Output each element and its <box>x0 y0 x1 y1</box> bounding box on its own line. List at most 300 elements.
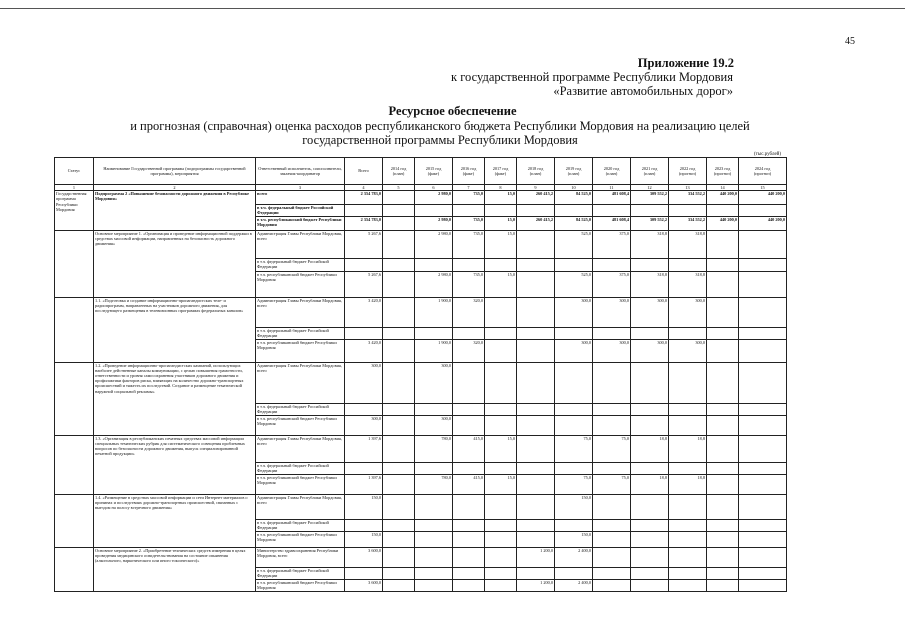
value-cell <box>631 403 669 415</box>
measure-name-cell: 1.4. «Размещение в средствах массовой информации и сети Интернет материалов о причинах и последствиях дорожно-транспортных происшествий, связанных с выездом на полосу встречного движения» <box>94 494 256 547</box>
value-cell: 318,8 <box>669 230 707 258</box>
value-cell: 300,0 <box>555 297 593 327</box>
value-cell: 318,8 <box>669 271 707 297</box>
value-cell <box>707 327 739 339</box>
value-cell <box>669 403 707 415</box>
value-cell: 15,0 <box>485 216 517 230</box>
value-cell: 440 200,0 <box>707 216 739 230</box>
value-cell <box>517 474 555 494</box>
value-cell <box>707 258 739 271</box>
value-cell <box>485 567 517 579</box>
header-executor: Ответственный исполнитель, соисполнители, заказчик-координатор <box>256 158 345 185</box>
column-number: 12 <box>631 185 669 191</box>
value-cell: 15,0 <box>485 230 517 258</box>
value-cell <box>739 271 787 297</box>
value-cell <box>707 531 739 547</box>
value-cell <box>345 258 383 271</box>
column-number: 6 <box>415 185 453 191</box>
value-cell: 300,0 <box>415 415 453 435</box>
value-cell <box>739 415 787 435</box>
value-cell: 440 200,0 <box>739 191 787 205</box>
value-cell <box>669 547 707 567</box>
value-cell: 300,0 <box>593 297 631 327</box>
value-cell: 780,0 <box>415 435 453 462</box>
value-cell <box>669 415 707 435</box>
value-cell <box>739 339 787 362</box>
executor-cell: в т.ч. федеральный бюджет Российской Федерации <box>256 205 345 216</box>
value-cell <box>631 579 669 591</box>
column-number: 4 <box>345 185 383 191</box>
value-cell: 260 415,2 <box>517 191 555 205</box>
document-title: Ресурсное обеспечение <box>388 104 517 118</box>
value-cell <box>555 403 593 415</box>
value-cell <box>593 547 631 567</box>
column-number: 13 <box>669 185 707 191</box>
value-cell <box>631 531 669 547</box>
value-cell: 415,0 <box>453 435 485 462</box>
value-cell <box>485 519 517 531</box>
value-cell <box>345 403 383 415</box>
value-cell <box>383 403 415 415</box>
value-cell <box>593 462 631 474</box>
value-cell <box>739 474 787 494</box>
value-cell <box>631 362 669 403</box>
value-cell <box>517 297 555 327</box>
value-cell <box>739 531 787 547</box>
executor-cell: в т.ч. республиканский бюджет Республики Мордовия <box>256 216 345 230</box>
value-cell: 1 900,0 <box>415 297 453 327</box>
value-cell <box>707 297 739 327</box>
value-cell <box>669 579 707 591</box>
value-cell <box>555 415 593 435</box>
measure-name-cell: Основное мероприятие 2. «Приобретение технических средств измерения в целях проведения медицинского освидетельствования на состояние опьянения (алкогольного, наркотического или иного токсического)» <box>94 547 256 591</box>
table-row <box>55 435 787 462</box>
value-cell: 18,8 <box>669 474 707 494</box>
value-cell: 150,0 <box>555 494 593 519</box>
value-cell <box>593 579 631 591</box>
value-cell <box>631 205 669 216</box>
value-cell <box>707 462 739 474</box>
value-cell: 300,0 <box>555 339 593 362</box>
value-cell: 300,0 <box>669 297 707 327</box>
value-cell <box>383 216 415 230</box>
value-cell <box>669 258 707 271</box>
value-cell <box>485 339 517 362</box>
units-label: (тыс.рублей) <box>754 152 782 157</box>
value-cell <box>517 435 555 462</box>
value-cell <box>415 519 453 531</box>
value-cell: 415,0 <box>453 474 485 494</box>
value-cell <box>485 547 517 567</box>
value-cell: 309 552,2 <box>631 216 669 230</box>
value-cell: 481 608,4 <box>593 191 631 205</box>
value-cell: 84 525,0 <box>555 216 593 230</box>
executor-cell: Администрация Главы Республики Мордовия, всего <box>256 362 345 403</box>
measure-name-cell: Подпрограмма 2 «Повышение безопасности дорожного движения в Республике Мордовия» <box>94 191 256 230</box>
value-cell: 18,8 <box>631 435 669 462</box>
header-year: 2016 год (факт) <box>453 158 485 185</box>
value-cell <box>345 205 383 216</box>
value-cell <box>555 327 593 339</box>
value-cell <box>739 567 787 579</box>
value-cell <box>415 579 453 591</box>
value-cell <box>383 474 415 494</box>
value-cell: 2 980,0 <box>415 191 453 205</box>
value-cell: 2 980,0 <box>415 271 453 297</box>
value-cell: 1 200,0 <box>517 579 555 591</box>
value-cell <box>383 271 415 297</box>
column-number: 2 <box>94 185 256 191</box>
value-cell: 334 552,2 <box>669 191 707 205</box>
value-cell <box>415 531 453 547</box>
executor-cell: в т.ч. республиканский бюджет Республики Мордовия <box>256 579 345 591</box>
status-cell <box>55 230 94 297</box>
value-cell <box>485 415 517 435</box>
value-cell <box>739 519 787 531</box>
value-cell: 2 354 783,0 <box>345 216 383 230</box>
column-number: 11 <box>593 185 631 191</box>
executor-cell: в т.ч. федеральный бюджет Российской Федерации <box>256 403 345 415</box>
value-cell <box>555 519 593 531</box>
value-cell <box>453 567 485 579</box>
value-cell: 75,0 <box>593 474 631 494</box>
value-cell <box>383 519 415 531</box>
value-cell <box>593 567 631 579</box>
value-cell: 481 608,4 <box>593 216 631 230</box>
value-cell: 320,0 <box>453 297 485 327</box>
value-cell <box>415 494 453 519</box>
value-cell <box>453 205 485 216</box>
value-cell <box>453 403 485 415</box>
table-row <box>55 547 787 567</box>
value-cell: 15,0 <box>485 271 517 297</box>
table-row <box>55 362 787 403</box>
value-cell <box>517 362 555 403</box>
value-cell <box>739 362 787 403</box>
value-cell: 260 415,2 <box>517 216 555 230</box>
status-cell <box>55 297 94 362</box>
value-cell: 84 525,0 <box>555 191 593 205</box>
column-number: 9 <box>517 185 555 191</box>
header-year: 2024 год (прогноз) <box>739 158 787 185</box>
value-cell <box>707 362 739 403</box>
value-cell <box>383 339 415 362</box>
value-cell: 300,0 <box>415 362 453 403</box>
value-cell <box>631 567 669 579</box>
value-cell <box>707 579 739 591</box>
value-cell: 75,0 <box>555 474 593 494</box>
document-subtitle: и прогнозная (справочная) оценка расходов республиканского бюджета Республики Мордовия на реализацию целей государственной программы Республики Мордовия <box>130 119 750 147</box>
measure-name-cell: 1.3. «Организация в республиканских печатных средствах массовой информации специальных тематических рубрик для систематического освещения проблемных вопросов по безопасности дорожного движения, выпуск специализированной печатной продукции» <box>94 435 256 494</box>
header-year: 2022 год (прогноз) <box>669 158 707 185</box>
value-cell: 300,0 <box>593 339 631 362</box>
value-cell <box>517 531 555 547</box>
value-cell: 15,0 <box>485 474 517 494</box>
value-cell <box>739 435 787 462</box>
value-cell <box>415 403 453 415</box>
value-cell <box>345 462 383 474</box>
value-cell <box>739 494 787 519</box>
value-cell <box>345 327 383 339</box>
value-cell <box>383 327 415 339</box>
value-cell <box>555 567 593 579</box>
value-cell: 440 200,0 <box>739 216 787 230</box>
header-year: 2020 год (план) <box>593 158 631 185</box>
executor-cell: в т.ч. федеральный бюджет Российской Федерации <box>256 462 345 474</box>
value-cell <box>739 205 787 216</box>
value-cell: 525,0 <box>555 230 593 258</box>
value-cell: 735,0 <box>453 191 485 205</box>
value-cell <box>669 494 707 519</box>
value-cell: 75,0 <box>593 435 631 462</box>
value-cell <box>517 415 555 435</box>
value-cell: 300,0 <box>631 297 669 327</box>
value-cell: 735,0 <box>453 271 485 297</box>
header-row <box>55 158 787 185</box>
header-year: 2014 год (план) <box>383 158 415 185</box>
value-cell <box>453 327 485 339</box>
value-cell <box>593 519 631 531</box>
executor-cell: в т.ч. республиканский бюджет Республики Мордовия <box>256 415 345 435</box>
value-cell <box>345 567 383 579</box>
value-cell <box>517 205 555 216</box>
value-cell: 3 420,0 <box>345 297 383 327</box>
value-cell <box>415 462 453 474</box>
value-cell <box>739 258 787 271</box>
value-cell <box>415 205 453 216</box>
value-cell: 5 267,6 <box>345 230 383 258</box>
value-cell <box>707 567 739 579</box>
value-cell <box>383 205 415 216</box>
executor-cell: в т.ч. федеральный бюджет Российской Федерации <box>256 327 345 339</box>
value-cell: 440 200,0 <box>707 191 739 205</box>
executor-cell: в т.ч. республиканский бюджет Республики Мордовия <box>256 474 345 494</box>
value-cell: 150,0 <box>345 494 383 519</box>
value-cell <box>383 297 415 327</box>
value-cell <box>631 462 669 474</box>
header-name: Наименование Государственной программы (подпрограммы государственной программы), мероприятия <box>94 158 256 185</box>
value-cell <box>631 519 669 531</box>
value-cell <box>517 567 555 579</box>
executor-cell: в т.ч. федеральный бюджет Российской Федерации <box>256 519 345 531</box>
value-cell <box>383 462 415 474</box>
value-cell <box>593 327 631 339</box>
value-cell: 2 354 783,0 <box>345 191 383 205</box>
table-row <box>55 230 787 258</box>
value-cell <box>669 362 707 403</box>
executor-cell: в т.ч. федеральный бюджет Российской Федерации <box>256 258 345 271</box>
executor-cell: Администрация Главы Республики Мордовия, всего <box>256 230 345 258</box>
value-cell: 300,0 <box>631 339 669 362</box>
executor-cell: Администрация Главы Республики Мордовия, всего <box>256 435 345 462</box>
value-cell: 309 552,2 <box>631 191 669 205</box>
value-cell <box>383 531 415 547</box>
value-cell: 75,0 <box>555 435 593 462</box>
value-cell <box>517 271 555 297</box>
value-cell <box>453 258 485 271</box>
value-cell <box>739 403 787 415</box>
value-cell: 2 400,0 <box>555 579 593 591</box>
column-number: 15 <box>739 185 787 191</box>
value-cell <box>485 327 517 339</box>
value-cell <box>707 494 739 519</box>
value-cell <box>453 531 485 547</box>
value-cell: 3 420,0 <box>345 339 383 362</box>
value-cell: 1 900,0 <box>415 339 453 362</box>
status-cell <box>55 362 94 435</box>
value-cell: 300,0 <box>669 339 707 362</box>
value-cell <box>485 205 517 216</box>
value-cell: 735,0 <box>453 216 485 230</box>
executor-cell: в т.ч. федеральный бюджет Российской Федерации <box>256 567 345 579</box>
value-cell <box>707 230 739 258</box>
value-cell <box>593 531 631 547</box>
column-number: 5 <box>383 185 415 191</box>
value-cell <box>383 494 415 519</box>
table-row <box>55 297 787 327</box>
value-cell <box>669 531 707 547</box>
value-cell <box>517 462 555 474</box>
value-cell <box>739 547 787 567</box>
value-cell <box>555 258 593 271</box>
value-cell <box>485 579 517 591</box>
value-cell <box>485 297 517 327</box>
value-cell <box>631 327 669 339</box>
value-cell <box>593 205 631 216</box>
status-cell <box>55 494 94 547</box>
value-cell: 15,0 <box>485 191 517 205</box>
value-cell <box>707 435 739 462</box>
header-year: 2019 год (план) <box>555 158 593 185</box>
value-cell <box>383 362 415 403</box>
value-cell <box>383 579 415 591</box>
value-cell <box>517 230 555 258</box>
value-cell <box>739 230 787 258</box>
value-cell <box>707 339 739 362</box>
value-cell <box>631 415 669 435</box>
value-cell <box>669 567 707 579</box>
value-cell <box>453 519 485 531</box>
value-cell <box>669 519 707 531</box>
value-cell: 3 600,0 <box>345 547 383 567</box>
resource-table <box>54 157 787 592</box>
value-cell: 2 980,0 <box>415 216 453 230</box>
executor-cell: в т.ч. республиканский бюджет Республики Мордовия <box>256 531 345 547</box>
value-cell: 300,0 <box>345 362 383 403</box>
executor-cell: Администрация Главы Республики Мордовия, всего <box>256 494 345 519</box>
value-cell: 150,0 <box>345 531 383 547</box>
value-cell: 780,0 <box>415 474 453 494</box>
header-status: Статус <box>55 158 94 185</box>
value-cell <box>593 258 631 271</box>
value-cell <box>555 462 593 474</box>
value-cell <box>383 230 415 258</box>
value-cell <box>593 362 631 403</box>
value-cell: 318,8 <box>631 230 669 258</box>
value-cell <box>453 362 485 403</box>
value-cell <box>631 258 669 271</box>
header-year: 2018 год (план) <box>517 158 555 185</box>
value-cell <box>739 297 787 327</box>
value-cell <box>707 271 739 297</box>
value-cell: 150,0 <box>555 531 593 547</box>
column-number: 14 <box>707 185 739 191</box>
value-cell <box>707 415 739 435</box>
value-cell <box>485 531 517 547</box>
value-cell <box>669 327 707 339</box>
value-cell: 1 200,0 <box>517 547 555 567</box>
value-cell <box>555 205 593 216</box>
value-cell <box>517 403 555 415</box>
value-cell: 1 397,6 <box>345 474 383 494</box>
value-cell <box>485 494 517 519</box>
appendix-title: Приложение 19.2 <box>637 56 734 70</box>
value-cell <box>739 579 787 591</box>
appendix-subtitle-1: к государственной программе Республики Мордовия <box>451 70 733 84</box>
measure-name-cell: 1.2. «Проведение информационно-пропагандистских кампаний, использующих наиболее действенные каналы коммуникации, с целью повышения грамотности, ответственности и уровня самосохранения участников дорожного движения и профилактики факторов риска, влияющих на количество дорожно-транспортных происшествий и тяжесть их последствий. Создание и размещение тематической наружной социальной рекламы» <box>94 362 256 435</box>
value-cell: 18,8 <box>669 435 707 462</box>
value-cell <box>415 547 453 567</box>
appendix-subtitle-2: «Развитие автомобильных дорог» <box>553 84 733 98</box>
value-cell <box>517 258 555 271</box>
executor-cell: Администрация Главы Республики Мордовия, всего <box>256 297 345 327</box>
value-cell: 334 552,2 <box>669 216 707 230</box>
value-cell <box>485 403 517 415</box>
value-cell <box>453 462 485 474</box>
value-cell: 2 400,0 <box>555 547 593 567</box>
value-cell: 375,0 <box>593 271 631 297</box>
value-cell <box>739 327 787 339</box>
column-number: 3 <box>256 185 345 191</box>
value-cell: 735,0 <box>453 230 485 258</box>
value-cell <box>593 403 631 415</box>
value-cell: 300,0 <box>345 415 383 435</box>
header-year: 2023 год (прогноз) <box>707 158 739 185</box>
top-rule <box>0 8 905 9</box>
value-cell: 318,8 <box>631 271 669 297</box>
value-cell <box>517 494 555 519</box>
value-cell: 525,0 <box>555 271 593 297</box>
value-cell <box>517 327 555 339</box>
value-cell: 18,8 <box>631 474 669 494</box>
column-number: 1 <box>55 185 94 191</box>
header-year: 2017 год (факт) <box>485 158 517 185</box>
table-row <box>55 191 787 205</box>
value-cell: 2 980,0 <box>415 230 453 258</box>
status-cell: Государственная программа Республики Мордовия <box>55 191 94 230</box>
executor-cell: в т.ч. республиканский бюджет Республики Мордовия <box>256 271 345 297</box>
value-cell <box>739 462 787 474</box>
value-cell <box>485 362 517 403</box>
value-cell <box>415 258 453 271</box>
value-cell <box>669 462 707 474</box>
value-cell <box>383 415 415 435</box>
value-cell <box>415 327 453 339</box>
value-cell <box>631 547 669 567</box>
measure-name-cell: Основное мероприятие 1. «Организация и проведение информационной поддержки в средствах массовой информации, направленных на безопасность дорожного движения» <box>94 230 256 297</box>
value-cell: 5 267,6 <box>345 271 383 297</box>
value-cell <box>453 579 485 591</box>
column-number: 8 <box>485 185 517 191</box>
value-cell <box>415 567 453 579</box>
status-cell <box>55 547 94 591</box>
value-cell <box>707 205 739 216</box>
value-cell <box>383 567 415 579</box>
value-cell <box>707 403 739 415</box>
table-body <box>55 191 787 591</box>
value-cell: 15,0 <box>485 435 517 462</box>
executor-cell: Министерство здравоохранения Республики Мордовия, всего <box>256 547 345 567</box>
